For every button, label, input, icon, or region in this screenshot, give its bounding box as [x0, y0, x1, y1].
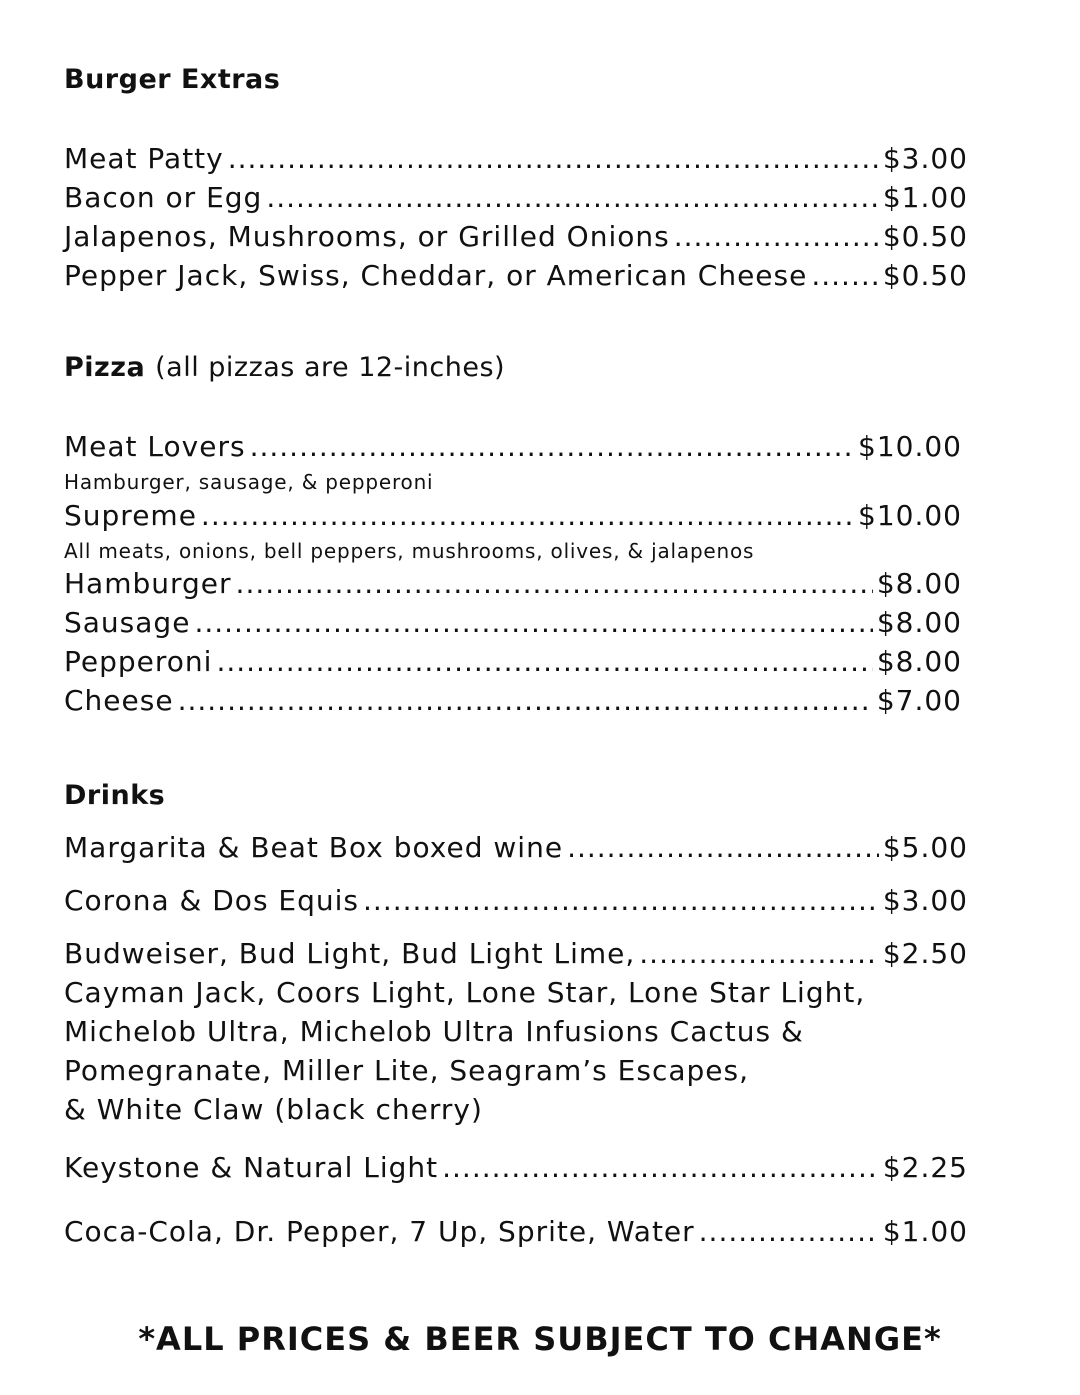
menu-item	[64, 1151, 968, 1184]
menu-item	[64, 684, 962, 717]
item-price: $2.50	[882, 937, 968, 970]
item-name: Keystone & Natural Light	[64, 1151, 439, 1184]
item-price: $3.00	[882, 884, 968, 917]
menu-item	[64, 181, 968, 214]
item-price: $1.00	[882, 181, 968, 214]
menu-item	[64, 884, 968, 917]
dot-leader	[266, 181, 879, 214]
menu-item	[64, 1215, 968, 1248]
dot-leader	[216, 645, 872, 678]
dot-leader	[201, 499, 854, 532]
pizza-subheading: (all pizzas are 12-inches)	[155, 352, 506, 383]
dot-leader	[228, 142, 879, 175]
menu-item	[64, 499, 962, 532]
menu-item	[64, 937, 968, 970]
item-price: $1.00	[882, 1215, 968, 1248]
item-name: Jalapenos, Mushrooms, or Grilled Onions	[64, 220, 670, 253]
item-price: $8.00	[876, 606, 962, 639]
item-price: $10.00	[858, 499, 962, 532]
item-price: $8.00	[876, 645, 962, 678]
item-description: Hamburger, sausage, & pepperoni	[64, 470, 434, 494]
menu-item	[64, 142, 968, 175]
menu-item	[64, 567, 962, 600]
drinks-heading: Drinks	[64, 780, 166, 811]
item-continuation: Pomegranate, Miller Lite, Seagram’s Escapes,	[64, 1054, 749, 1087]
item-name: Pepper Jack, Swiss, Cheddar, or American Cheese	[64, 259, 808, 292]
dot-leader	[639, 937, 879, 970]
menu-item	[64, 831, 968, 864]
dot-leader	[567, 831, 879, 864]
item-price: $0.50	[882, 220, 968, 253]
dot-leader	[811, 259, 878, 292]
item-price: $10.00	[858, 430, 962, 463]
dot-leader	[250, 430, 854, 463]
dot-leader	[674, 220, 879, 253]
menu-item	[64, 220, 968, 253]
dot-leader	[194, 606, 872, 639]
item-name: Margarita & Beat Box boxed wine	[64, 831, 564, 864]
item-continuation: Michelob Ultra, Michelob Ultra Infusions Cactus &	[64, 1015, 804, 1048]
menu-item	[64, 606, 962, 639]
item-price: $3.00	[882, 142, 968, 175]
menu-item	[64, 259, 968, 292]
item-price: $8.00	[876, 567, 962, 600]
item-name: Budweiser, Bud Light, Bud Light Lime,	[64, 937, 636, 970]
item-price: $7.00	[876, 684, 962, 717]
item-price: $5.00	[882, 831, 968, 864]
item-name: Supreme	[64, 499, 197, 532]
menu-item	[64, 645, 962, 678]
item-price: $0.50	[882, 259, 968, 292]
dot-leader	[363, 884, 879, 917]
item-name: Pepperoni	[64, 645, 213, 678]
item-name: Meat Patty	[64, 142, 224, 175]
item-name: Cheese	[64, 684, 174, 717]
item-name: Coca-Cola, Dr. Pepper, 7 Up, Sprite, Water	[64, 1215, 695, 1248]
item-name: Meat Lovers	[64, 430, 246, 463]
item-description: All meats, onions, bell peppers, mushrooms, olives, & jalapenos	[64, 539, 755, 563]
item-continuation: & White Claw (black cherry)	[64, 1093, 483, 1126]
menu-item	[64, 430, 962, 463]
dot-leader	[699, 1215, 879, 1248]
price-disclaimer: *ALL PRICES & BEER SUBJECT TO CHANGE*	[138, 1320, 942, 1358]
item-name: Sausage	[64, 606, 191, 639]
item-price: $2.25	[882, 1151, 968, 1184]
item-continuation: Cayman Jack, Coors Light, Lone Star, Lone Star Light,	[64, 976, 866, 1009]
item-name: Corona & Dos Equis	[64, 884, 360, 917]
pizza-heading	[64, 352, 505, 383]
dot-leader	[236, 567, 873, 600]
item-name: Hamburger	[64, 567, 232, 600]
dot-leader	[178, 684, 873, 717]
dot-leader	[442, 1151, 879, 1184]
pizza-title: Pizza	[64, 352, 146, 383]
item-name: Bacon or Egg	[64, 181, 263, 214]
burger-extras-heading: Burger Extras	[64, 64, 281, 95]
